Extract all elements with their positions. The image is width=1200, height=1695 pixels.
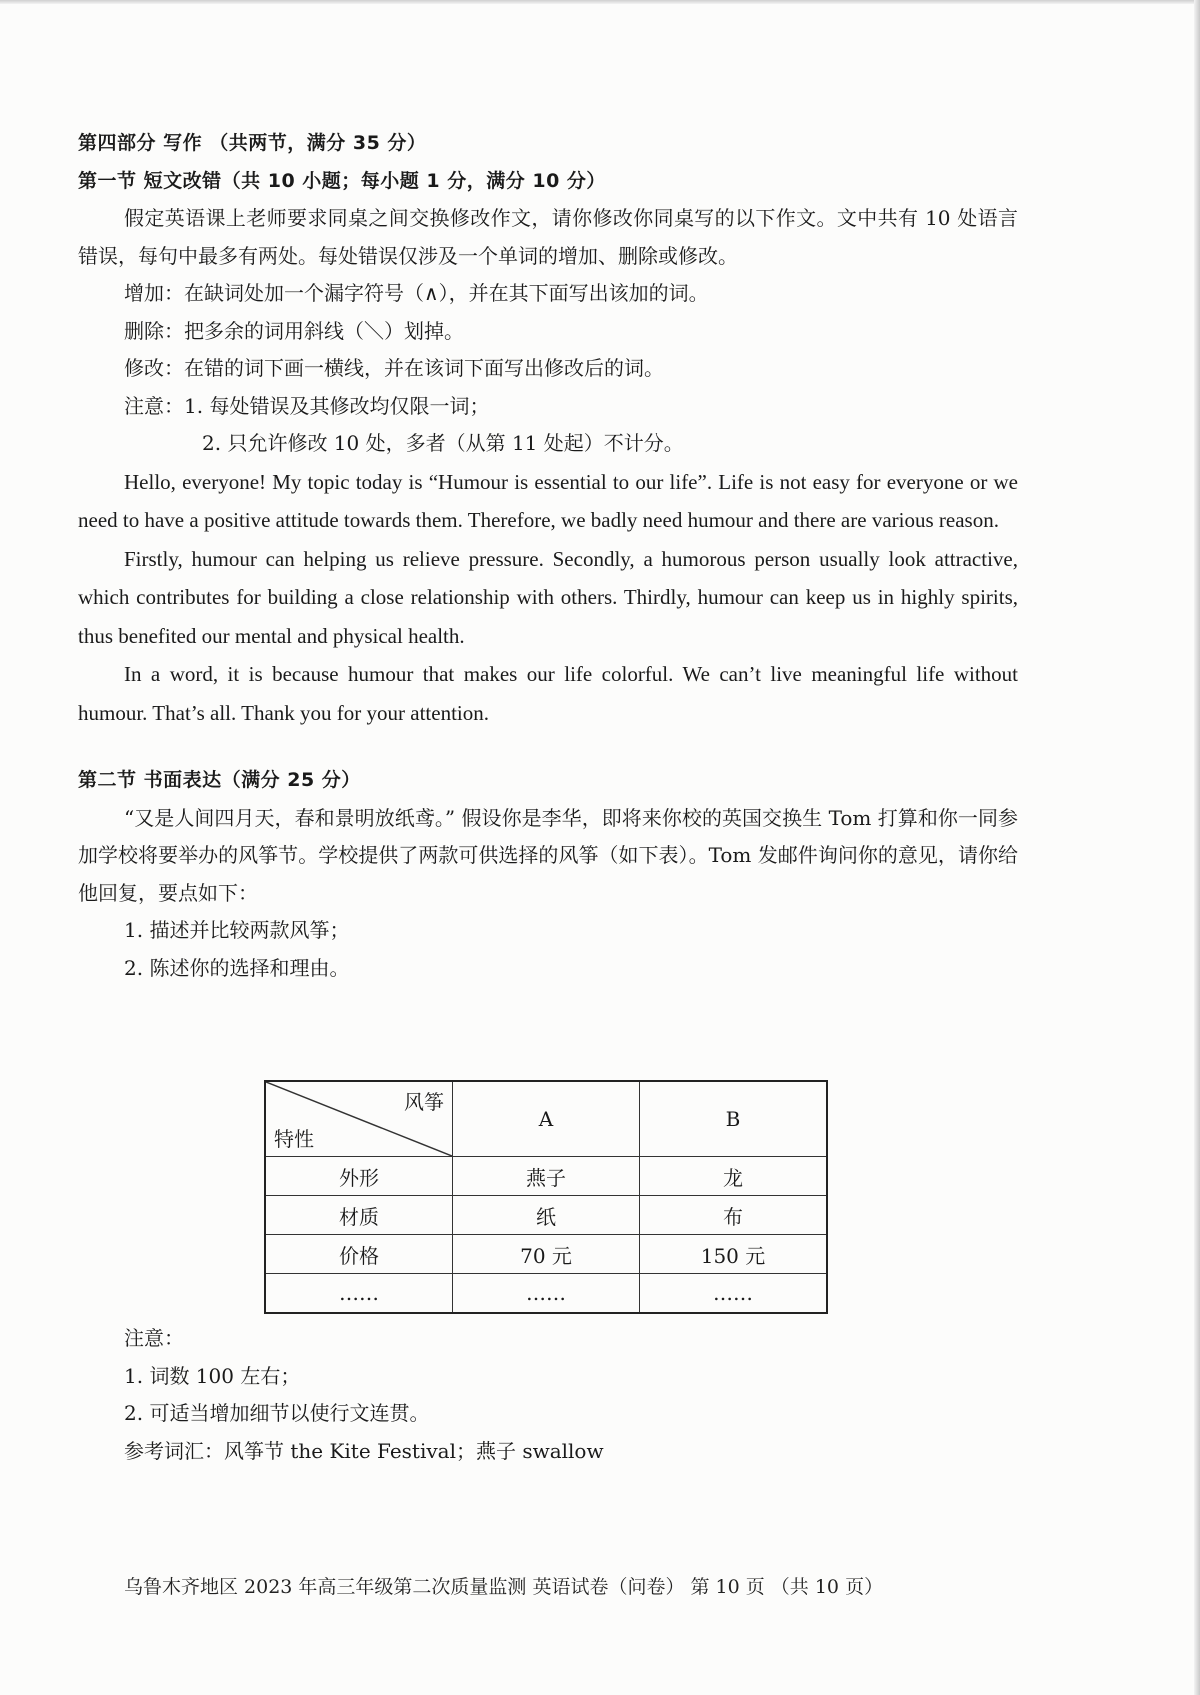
reference-vocabulary: 参考词汇：风筝节 the Kite Festival；燕子 swallow [124,1438,604,1463]
column-header-b: B [640,1081,828,1157]
note-2: 2. 只允许修改 10 处，多者（从第 11 处起）不计分。 [202,431,684,455]
row-label: 材质 [265,1196,453,1235]
rule-delete: 删除：把多余的词用斜线（＼）划掉。 [124,318,464,343]
header-kite-label: 风筝 [404,1090,444,1114]
rule-modify: 修改：在错的词下画一横线，并在该词下面写出修改后的词。 [124,356,664,380]
column-header-a: A [453,1081,640,1157]
part-heading: 第四部分 写作 （共两节，满分 35 分） [78,132,427,154]
writing-section [78,125,1018,987]
table-row [265,1196,827,1235]
table-row [265,1274,827,1314]
diagonal-header-cell [265,1081,453,1157]
writing-notes [124,1320,1024,1470]
notes-item-1: 1. 词数 100 左右； [124,1363,301,1388]
essay-paragraph-1: Hello, everyone! My topic today is “Humour is essential to our life”. Life is not easy for everyone or we need to have a positive attitude towards them. Therefore, we badly need humour and there are various reason. [78,469,1018,532]
table-header-row [265,1081,827,1157]
point-2: 2. 陈述你的选择和理由。 [124,955,350,980]
page-footer: 乌鲁木齐地区 2023 年高三年级第二次质量监测 英语试卷（问卷） 第 10 页 （共 10 页） [124,1576,884,1598]
essay-paragraph-3: In a word, it is because humour that makes our life colorful. We can’t live meaningful life without humour. That’s all. Thank you for your attention. [78,662,1018,725]
row-label: 外形 [265,1157,453,1196]
kite-comparison-table [264,1080,828,1314]
section1-heading: 第一节 短文改错（共 10 小题；每小题 1 分，满分 10 分） [78,169,606,192]
scan-edge-right [1194,0,1200,1695]
cell-a: 70 元 [453,1235,640,1274]
section1-intro: 假定英语课上老师要求同桌之间交换修改作文，请你修改你同桌写的以下作文。文中共有 10 处语言错误，每句中最多有两处。每处错误仅涉及一个单词的增加、删除或修改。 [78,206,1018,268]
notes-item-2: 2. 可适当增加细节以使行文连贯。 [124,1401,430,1425]
row-label: …… [265,1274,453,1314]
row-label: 价格 [265,1235,453,1274]
header-feature-label: 特性 [274,1127,314,1151]
cell-a: 纸 [453,1196,640,1235]
section2-heading: 第二节 书面表达（满分 25 分） [78,769,361,791]
essay-paragraph-2: Firstly, humour can helping us relieve pressure. Secondly, a humorous person usually look attractive, which contributes for building a close relationship with others. Thirdly, humour can keep us in highly spirits, thus benefited our mental and physical health. [78,546,1018,648]
cell-a: …… [453,1274,640,1314]
table-row [265,1235,827,1274]
note-1: 注意：1. 每处错误及其修改均仅限一词； [124,393,490,418]
cell-b: 布 [640,1196,828,1235]
table-row [265,1157,827,1196]
cell-a: 燕子 [453,1157,640,1196]
rule-add: 增加：在缺词处加一个漏字符号（∧），并在其下面写出该加的词。 [124,281,709,305]
scan-edge-top [0,0,1200,4]
notes-title: 注意： [124,1326,184,1350]
cell-b: 150 元 [640,1235,828,1274]
cell-b: …… [640,1274,828,1314]
point-1: 1. 描述并比较两款风筝； [124,918,350,942]
section2-intro: “又是人间四月天，春和景明放纸鸢。” 假设你是李华，即将来你校的英国交换生 Tom 打算和你一同参加学校将要举办的风筝节。学校提供了两款可供选择的风筝（如下表）。Tom 发邮件询问你的意见，请你给他回复，要点如下： [78,805,1018,905]
cell-b: 龙 [640,1157,828,1196]
